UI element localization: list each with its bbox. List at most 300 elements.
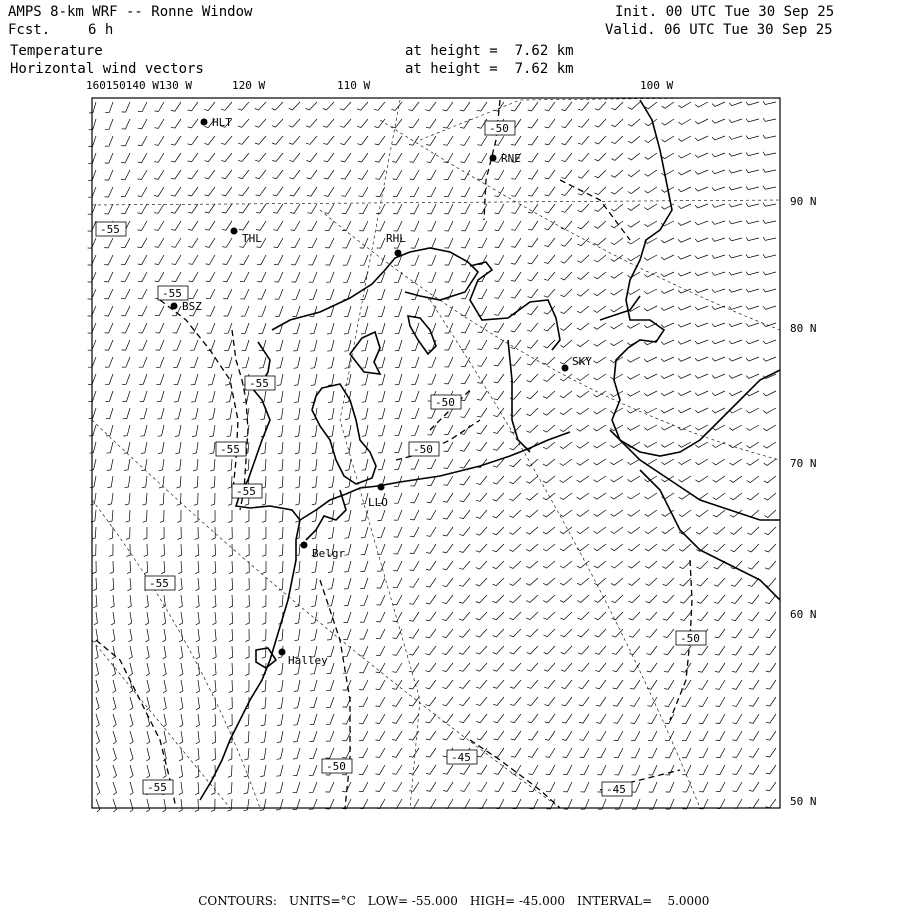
wind-barb bbox=[146, 748, 149, 761]
wind-barb bbox=[245, 680, 249, 692]
wind-barb bbox=[138, 221, 148, 231]
wind-barb bbox=[342, 204, 351, 214]
wind-barb bbox=[461, 187, 470, 197]
wind-barb bbox=[195, 782, 199, 795]
wind-barb bbox=[171, 238, 181, 247]
wind-barb bbox=[526, 510, 538, 517]
wind-barb bbox=[228, 476, 232, 488]
wind-barb bbox=[442, 663, 453, 672]
wind-barb bbox=[246, 595, 250, 608]
lon-label-110: 110 W bbox=[337, 79, 371, 92]
wind-barb bbox=[628, 493, 641, 499]
wind-barb bbox=[543, 510, 555, 517]
wind-barb bbox=[96, 748, 100, 761]
wind-barb bbox=[763, 306, 776, 309]
wind-barb bbox=[106, 442, 113, 453]
wind-barb bbox=[359, 765, 368, 775]
wind-barb bbox=[361, 527, 368, 538]
wind-barb bbox=[274, 238, 283, 248]
wind-barb bbox=[613, 697, 623, 706]
wind-barb bbox=[477, 408, 487, 417]
wind-barb bbox=[695, 340, 708, 344]
wind-barb bbox=[179, 612, 183, 625]
wind-barb bbox=[410, 187, 419, 197]
wind-barb bbox=[293, 748, 300, 759]
wind-barb bbox=[409, 578, 419, 587]
wind-barb bbox=[765, 527, 777, 535]
wind-barb bbox=[361, 561, 369, 572]
wind-barb bbox=[324, 170, 334, 179]
wind-barb bbox=[161, 544, 165, 557]
wind-barb bbox=[628, 102, 640, 109]
wind-barb bbox=[410, 527, 419, 537]
wind-barb bbox=[177, 510, 181, 522]
wind-barb bbox=[561, 272, 572, 280]
wind-barb bbox=[644, 374, 657, 379]
wind-barb bbox=[376, 748, 386, 758]
wind-barb bbox=[715, 629, 725, 638]
wind-barb bbox=[477, 357, 487, 366]
wind-barb bbox=[411, 357, 419, 368]
wind-barb bbox=[528, 119, 538, 128]
wind-barb bbox=[171, 136, 181, 145]
wind-barb bbox=[179, 731, 182, 744]
wind-barb bbox=[393, 799, 403, 809]
wind-barb bbox=[495, 221, 504, 231]
wind-barb bbox=[409, 119, 419, 128]
wind-barb bbox=[312, 442, 317, 454]
wind-barb bbox=[649, 765, 658, 775]
wind-barb bbox=[104, 238, 113, 248]
wind-barb bbox=[611, 561, 623, 568]
wind-barb bbox=[306, 136, 317, 144]
wind-barb bbox=[156, 340, 164, 350]
wind-barb bbox=[476, 680, 487, 688]
wind-barb bbox=[509, 510, 521, 518]
wind-barb bbox=[695, 289, 708, 293]
wind-barb bbox=[560, 391, 572, 398]
wind-barb bbox=[729, 272, 742, 275]
wind-barb bbox=[310, 714, 317, 725]
wind-barb bbox=[678, 204, 691, 209]
wind-barb bbox=[732, 646, 742, 655]
wind-barb bbox=[328, 527, 334, 539]
wind-barb bbox=[376, 187, 385, 197]
coastlines bbox=[200, 100, 780, 800]
wind-barb bbox=[746, 425, 759, 431]
wind-barb bbox=[628, 170, 640, 177]
wind-barb bbox=[695, 204, 708, 208]
wind-barb bbox=[226, 408, 232, 420]
wind-barb bbox=[360, 612, 368, 622]
wind-barb bbox=[666, 782, 674, 792]
wind-barb bbox=[229, 680, 233, 693]
wind-barb bbox=[262, 510, 266, 522]
wind-barb bbox=[426, 680, 437, 689]
wind-barb bbox=[428, 272, 436, 282]
wind-barb bbox=[543, 612, 555, 620]
wind-barb bbox=[628, 204, 640, 210]
wind-barb bbox=[527, 408, 539, 416]
wind-barb bbox=[443, 578, 454, 587]
wind-barb bbox=[138, 323, 147, 333]
wind-barb bbox=[211, 799, 215, 811]
wind-barb bbox=[376, 680, 385, 690]
wind-barb bbox=[477, 136, 487, 145]
wind-barb bbox=[460, 493, 470, 502]
wind-barb bbox=[210, 442, 215, 454]
wind-barb bbox=[560, 493, 572, 500]
wind-barb bbox=[543, 544, 555, 551]
wind-barb bbox=[310, 697, 317, 708]
wind-barb bbox=[610, 459, 623, 465]
wind-barb bbox=[627, 289, 640, 295]
wind-barb bbox=[307, 204, 317, 213]
wind-barb bbox=[245, 731, 250, 743]
wind-barb bbox=[493, 442, 504, 450]
wind-barb bbox=[108, 493, 113, 505]
wind-barb bbox=[229, 578, 233, 591]
wind-barb bbox=[730, 527, 742, 534]
wind-barb bbox=[577, 408, 589, 414]
wind-barb bbox=[577, 374, 589, 381]
wind-barb bbox=[138, 272, 147, 282]
wind-barb bbox=[561, 136, 572, 145]
wind-barb bbox=[146, 629, 149, 642]
wind-barb bbox=[682, 782, 691, 792]
wind-barb bbox=[239, 187, 250, 196]
wind-barb bbox=[729, 102, 742, 106]
wind-barb bbox=[427, 510, 437, 520]
wind-barb bbox=[493, 663, 504, 671]
wind-barb bbox=[646, 595, 657, 603]
wind-barb bbox=[665, 731, 674, 741]
wind-barb bbox=[746, 289, 759, 292]
wind-barb bbox=[426, 714, 436, 723]
wind-barb bbox=[157, 391, 164, 402]
wind-barb bbox=[121, 238, 130, 248]
wind-barb bbox=[561, 629, 573, 637]
wind-barb bbox=[544, 323, 555, 331]
wind-barb bbox=[358, 136, 369, 145]
wind-barb bbox=[459, 578, 470, 586]
wind-barb bbox=[171, 221, 181, 230]
station-hlt bbox=[201, 116, 233, 129]
wind-barb bbox=[695, 153, 708, 158]
wind-barb bbox=[96, 765, 100, 778]
wind-barb bbox=[698, 663, 708, 672]
wind-barb bbox=[731, 544, 743, 552]
wind-barb bbox=[678, 153, 691, 158]
wind-barb bbox=[260, 782, 266, 794]
station-label: LLO bbox=[368, 496, 388, 509]
wind-barb bbox=[628, 578, 640, 585]
wind-barb bbox=[411, 374, 419, 385]
wind-barb bbox=[328, 561, 334, 573]
wind-barb bbox=[409, 782, 419, 791]
wind-barb bbox=[510, 697, 521, 706]
wind-barb bbox=[123, 425, 130, 436]
wind-barb bbox=[344, 595, 351, 606]
wind-barb bbox=[628, 527, 640, 534]
wind-barb bbox=[411, 408, 419, 418]
wind-barb bbox=[749, 799, 759, 808]
wind-barb bbox=[695, 442, 708, 447]
wind-barb bbox=[509, 544, 521, 552]
contour-label: -55 bbox=[249, 377, 269, 390]
wind-barb bbox=[171, 170, 181, 179]
wind-barb bbox=[679, 493, 691, 499]
wind-barb bbox=[510, 442, 521, 450]
wind-barb bbox=[477, 748, 487, 757]
wind-barb bbox=[729, 306, 742, 309]
wind-barb bbox=[222, 187, 232, 196]
wind-barb bbox=[376, 663, 385, 673]
wind-barb bbox=[581, 782, 590, 792]
wind-barb bbox=[716, 714, 725, 724]
wind-barb bbox=[311, 578, 317, 590]
wind-barb bbox=[766, 629, 776, 638]
wind-barb bbox=[188, 238, 198, 247]
wind-barb bbox=[511, 289, 521, 298]
wind-barb bbox=[511, 272, 521, 281]
wind-barb bbox=[461, 340, 470, 350]
wind-barb bbox=[578, 119, 589, 127]
init-time: Init. 00 UTC Tue 30 Sep 25 bbox=[615, 4, 835, 20]
wind-barb bbox=[410, 510, 419, 520]
wind-barb bbox=[627, 459, 640, 465]
wind-barb bbox=[163, 765, 166, 778]
wind-barb bbox=[213, 663, 217, 676]
wind-barb bbox=[94, 612, 98, 625]
wind-barb bbox=[713, 544, 725, 552]
wind-barb bbox=[245, 714, 249, 726]
wind-barb bbox=[529, 765, 539, 775]
wind-barb bbox=[747, 459, 759, 465]
wind-barb bbox=[712, 408, 725, 413]
wind-barb bbox=[312, 459, 317, 471]
wind-barb bbox=[290, 204, 300, 213]
wind-barb bbox=[325, 221, 334, 231]
wind-barb bbox=[90, 459, 96, 470]
wind-barb bbox=[138, 170, 148, 180]
wind-barb bbox=[105, 119, 113, 129]
wind-barb bbox=[699, 782, 708, 792]
wind-barb bbox=[747, 527, 759, 535]
wind-barb bbox=[443, 561, 454, 570]
wind-barb bbox=[409, 629, 419, 638]
wind-barb bbox=[493, 595, 505, 603]
wind-barb bbox=[443, 731, 453, 740]
wind-barb bbox=[764, 476, 776, 483]
wind-barb bbox=[696, 476, 709, 482]
wind-barb bbox=[766, 782, 776, 791]
wind-barb bbox=[663, 629, 674, 638]
wind-barb bbox=[680, 612, 691, 621]
wind-barb bbox=[664, 646, 674, 655]
wind-barb bbox=[476, 527, 487, 535]
wind-barb bbox=[345, 425, 351, 437]
wind-barb bbox=[763, 135, 776, 138]
wind-barb bbox=[255, 102, 266, 110]
wind-barb bbox=[733, 782, 743, 792]
wind-barb bbox=[493, 510, 504, 518]
wind-barb bbox=[178, 527, 182, 540]
wind-barb bbox=[678, 238, 691, 242]
wind-barb bbox=[459, 561, 470, 569]
wind-barb bbox=[410, 493, 419, 503]
wind-barb bbox=[362, 408, 368, 419]
wind-barb bbox=[528, 187, 538, 196]
wind-barb bbox=[229, 595, 233, 608]
wind-barb bbox=[175, 425, 181, 437]
wind-barb bbox=[461, 221, 470, 231]
wind-barb bbox=[733, 731, 743, 741]
wind-barb bbox=[527, 340, 538, 348]
wind-barb bbox=[594, 476, 607, 482]
wind-barb bbox=[661, 238, 674, 243]
wind-barb bbox=[695, 102, 708, 107]
wind-barb bbox=[358, 170, 368, 179]
wind-barb bbox=[427, 170, 436, 180]
wind-barb bbox=[578, 102, 589, 110]
wind-barb bbox=[511, 748, 521, 757]
wind-barb bbox=[161, 561, 165, 574]
wind-barb bbox=[343, 272, 351, 282]
wind-barb bbox=[162, 612, 166, 625]
wind-barb bbox=[172, 255, 182, 265]
wind-barb bbox=[695, 170, 708, 174]
wind-barb bbox=[273, 221, 283, 230]
wind-barb bbox=[130, 799, 133, 812]
wind-barb bbox=[746, 340, 759, 344]
wind-barb bbox=[494, 289, 504, 298]
wind-barb bbox=[562, 697, 573, 706]
wind-barb bbox=[273, 187, 283, 196]
wind-barb bbox=[246, 544, 250, 557]
wind-barb bbox=[411, 459, 419, 469]
wind-barb bbox=[695, 357, 708, 361]
wind-barb bbox=[222, 204, 232, 213]
wind-barb bbox=[661, 374, 674, 379]
wind-barb bbox=[180, 697, 183, 710]
wind-barb bbox=[221, 153, 232, 162]
wind-barb bbox=[528, 170, 538, 179]
wind-barb bbox=[561, 187, 572, 196]
wind-barb bbox=[359, 714, 368, 724]
wind-barb bbox=[561, 663, 572, 671]
wind-barb bbox=[509, 612, 521, 620]
wind-barb bbox=[238, 136, 249, 144]
wind-barb bbox=[714, 578, 725, 586]
wind-barb bbox=[96, 782, 100, 795]
station-rne bbox=[490, 152, 521, 165]
wind-barb bbox=[712, 442, 725, 448]
wind-barb bbox=[495, 238, 504, 248]
wind-barb bbox=[409, 680, 419, 689]
wind-barb bbox=[578, 629, 589, 637]
wind-barb bbox=[279, 493, 283, 505]
wind-barb bbox=[146, 663, 149, 676]
wind-barb bbox=[279, 561, 283, 573]
wind-barb bbox=[130, 697, 133, 710]
wind-barb bbox=[129, 629, 132, 642]
wind-barb bbox=[238, 102, 249, 110]
wind-barb bbox=[545, 731, 555, 740]
wind-barb bbox=[156, 374, 164, 385]
wind-barb bbox=[560, 510, 572, 517]
wind-barb bbox=[129, 663, 132, 676]
wind-barb bbox=[121, 136, 130, 146]
wind-barb bbox=[611, 306, 624, 312]
wind-barb bbox=[765, 578, 776, 586]
wind-barb bbox=[341, 153, 351, 162]
wind-barb bbox=[594, 493, 606, 499]
wind-barb bbox=[695, 255, 708, 259]
wind-barb bbox=[110, 561, 114, 574]
wind-barb bbox=[545, 119, 555, 128]
wind-barb bbox=[189, 255, 199, 264]
wind-barb bbox=[493, 646, 504, 654]
wind-barb bbox=[611, 527, 623, 534]
wind-barb bbox=[561, 680, 572, 689]
wind-barb bbox=[478, 289, 487, 299]
wind-barb bbox=[221, 136, 232, 145]
wind-barb bbox=[241, 306, 249, 316]
wind-barb bbox=[546, 765, 555, 775]
wind-barb bbox=[309, 748, 317, 759]
wind-barb bbox=[260, 748, 266, 760]
wind-barb bbox=[628, 119, 640, 126]
wind-barb bbox=[763, 425, 776, 431]
wind-barb bbox=[138, 289, 147, 299]
wind-barb bbox=[209, 425, 215, 437]
wind-barb bbox=[121, 306, 130, 316]
wind-barb bbox=[359, 799, 368, 809]
wind-barb bbox=[695, 425, 708, 430]
wind-barb bbox=[327, 629, 334, 640]
wind-barb bbox=[579, 680, 590, 689]
wind-barb bbox=[611, 323, 624, 329]
wind-barb bbox=[560, 425, 572, 432]
wind-barb bbox=[124, 476, 130, 488]
wind-barb bbox=[179, 629, 183, 642]
wind-barb bbox=[661, 357, 674, 362]
wind-barb bbox=[261, 680, 266, 692]
wind-barb bbox=[145, 612, 149, 625]
wind-barb bbox=[594, 544, 606, 551]
station-label: HLT bbox=[212, 116, 232, 129]
wind-barb bbox=[113, 765, 117, 778]
wind-barb bbox=[630, 697, 640, 706]
wind-barb bbox=[748, 595, 759, 604]
wind-barb bbox=[699, 714, 708, 724]
wind-barb bbox=[194, 510, 198, 522]
wind-barb bbox=[180, 663, 183, 676]
wind-barb bbox=[109, 544, 113, 556]
wind-barb bbox=[277, 748, 283, 759]
wind-barb bbox=[595, 612, 606, 620]
wind-barb bbox=[577, 476, 589, 482]
wind-barb bbox=[749, 697, 759, 706]
wind-barb bbox=[442, 697, 453, 706]
wind-barb bbox=[528, 731, 538, 740]
wind-barb bbox=[262, 527, 266, 539]
wind-barb bbox=[212, 527, 216, 540]
wind-barb bbox=[213, 629, 217, 642]
wind-barb bbox=[208, 374, 215, 385]
wind-barb bbox=[661, 425, 674, 430]
